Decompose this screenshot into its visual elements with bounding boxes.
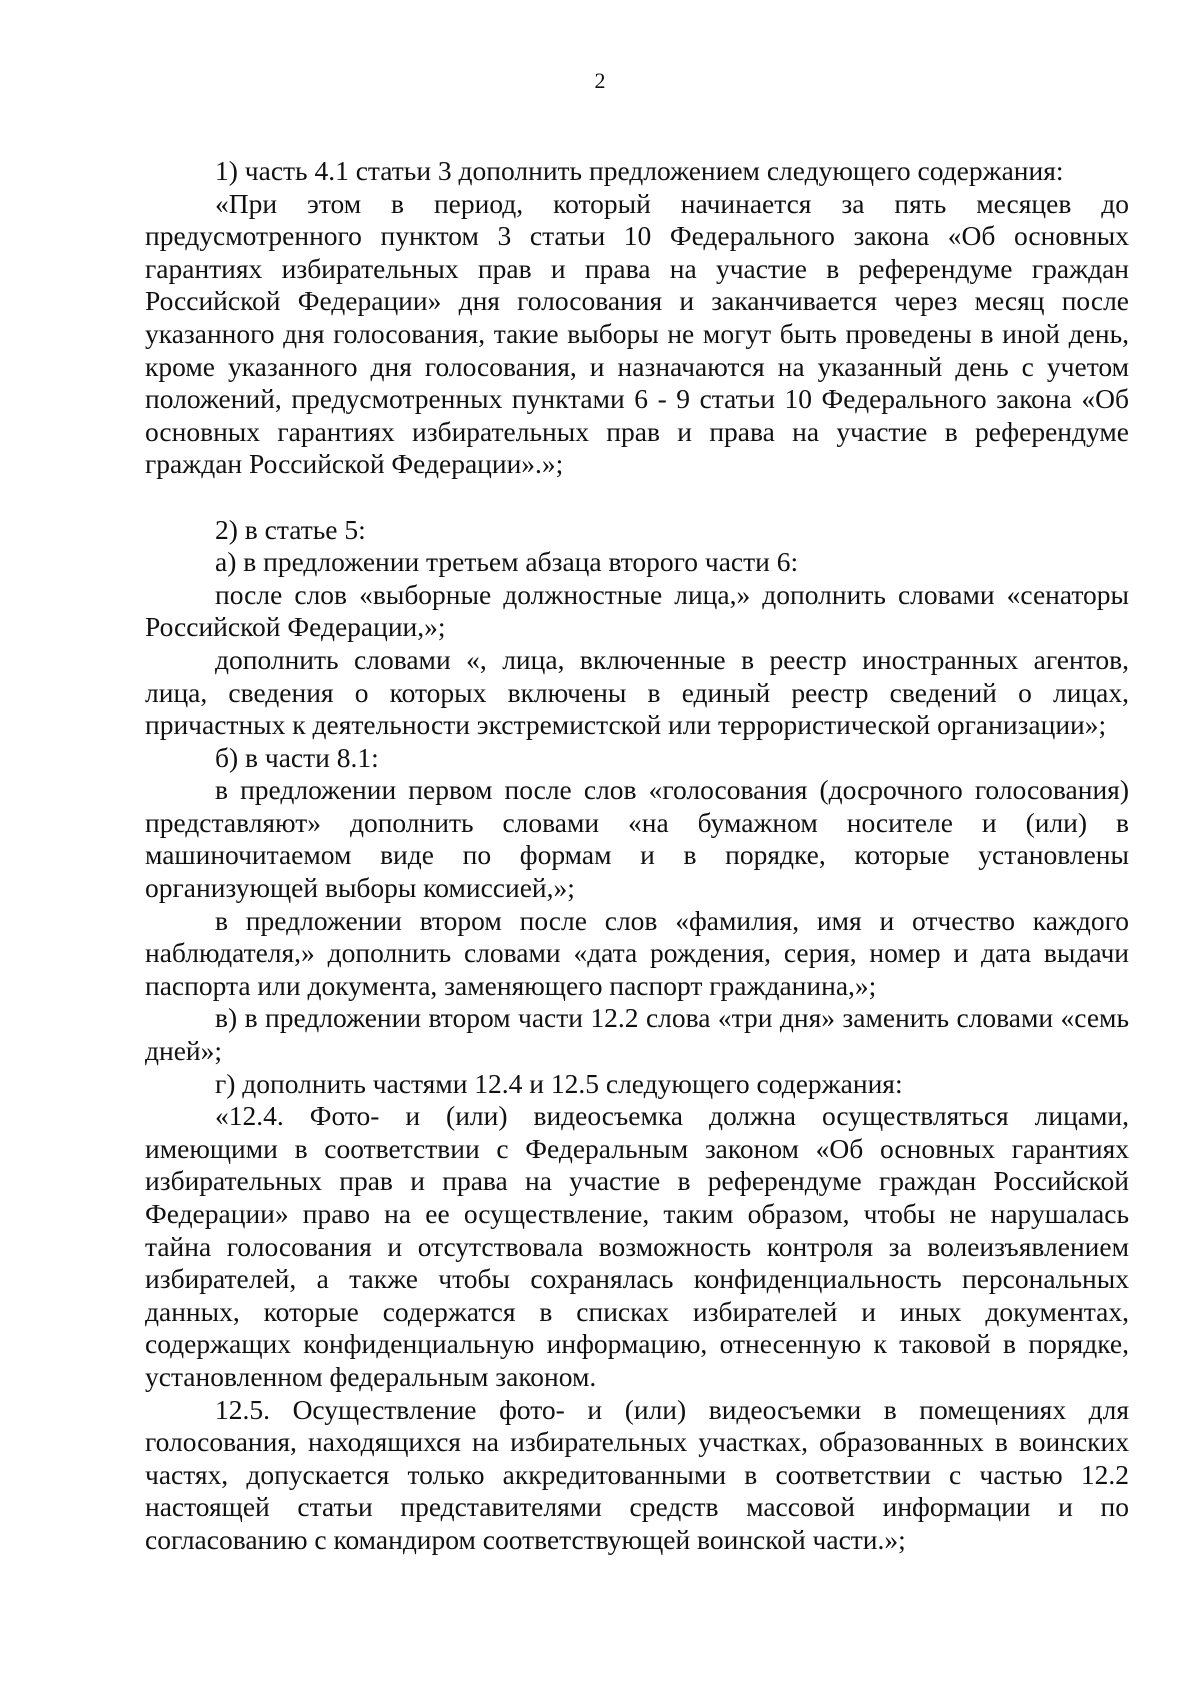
paragraph-13: 12.5. Осуществление фото- и (или) видеосъемки в помещениях для голосования, находящихся на избирательных участках, образованных в воинских частях, допускается только аккредитованными в соответствии с частью 12.2 настоящей статьи представителями средств массовой информации и по согласованию с командиром соответствующей воинской части.»; — [145, 1393, 1129, 1555]
paragraph-10: в) в предложении втором части 12.2 слова «три дня» заменить словами «семь дней»; — [145, 1002, 1129, 1067]
paragraph-8: в предложении первом после слов «голосования (досрочного голосования) представляют» дополнить словами «на бумажном носителе и (или) в машиночитаемом виде по формам и в порядке, которые установлены организующей выборы комиссией,»; — [145, 774, 1129, 904]
paragraph-gap — [145, 481, 1129, 514]
document-body — [145, 155, 1129, 1557]
paragraph-11: г) дополнить частями 12.4 и 12.5 следующего содержания: — [215, 1067, 903, 1099]
paragraph-5: после слов «выборные должностные лица,» дополнить словами «сенаторы Российской Федерации,»; — [145, 578, 1129, 643]
paragraph-4: а) в предложении третьем абзаца второго части 6: — [215, 546, 799, 578]
paragraph-1: 1) часть 4.1 статьи 3 дополнить предложением следующего содержания: — [215, 155, 1064, 186]
paragraph-6: дополнить словами «, лица, включенные в реестр иностранных агентов, лица, сведения о которых включены в единый реестр сведений о лицах, причастных к деятельности экстремистской или террористической организации»; — [145, 643, 1129, 741]
paragraph-9: в предложении втором после слов «фамилия, имя и отчество каждого наблюдателя,» дополнить словами «дата рождения, серия, номер и дата выдачи паспорта или документа, заменяющего паспорт гражданина,»; — [145, 904, 1129, 1001]
paragraph-2: «При этом в период, который начинается за пять месяцев до предусмотренного пунктом 3 статьи 10 Федерального закона «Об основных гарантиях избирательных прав и права на участие в референдуме граждан Российской Федерации» дня голосования и заканчивается через месяц после указанного дня голосования, такие выборы не могут быть проведены в иной день, кроме указанного дня голосования, и назначаются на указанный день с учетом положений, предусмотренных пунктами 6 - 9 статьи 10 Федерального закона «Об основных гарантиях избирательных прав и права на участие в референдуме граждан Российской Федерации».»; — [145, 187, 1129, 480]
paragraph-3: 2) в статье 5: — [215, 513, 366, 545]
paragraph-12: «12.4. Фото- и (или) видеосъемка должна осуществляться лицами, имеющими в соответствии с Федеральным законом «Об основных гарантиях избирательных прав и права на участие в референдуме граждан Российской Федерации» право на ее осуществление, таким образом, чтобы не нарушалась тайна голосования и отсутствовала возможность контроля за волеизъявлением избирателей, а также чтобы сохранялась конфиденциальность персональных данных, которые содержатся в списках избирателей и иных документах, содержащих конфиденциальную информацию, отнесенную к таковой в порядке, установленном федеральным законом. — [145, 1100, 1129, 1392]
paragraph-7: б) в части 8.1: — [215, 741, 379, 773]
page-number: 2 — [594, 68, 606, 93]
